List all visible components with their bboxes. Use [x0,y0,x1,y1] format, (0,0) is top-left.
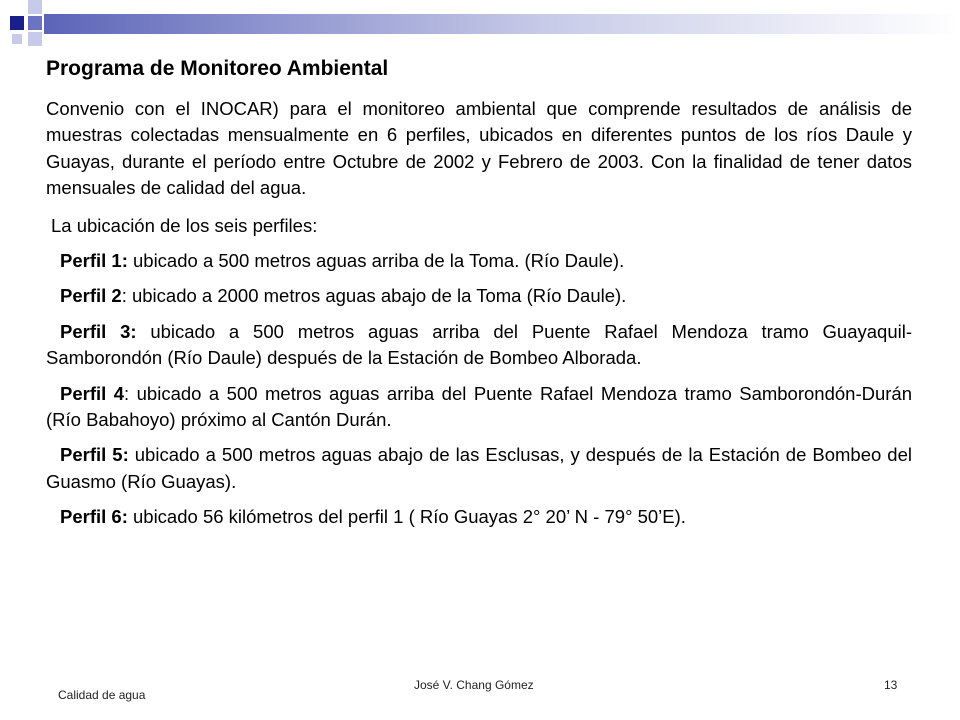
header-square-light-1 [28,0,42,14]
profile-text: ubicado a 500 metros aguas arriba del Puente Rafael Mendoza tramo Guayaquil-Samborondón (Río Daule) después de la Estación de Bombeo Alborada. [46,320,913,369]
profile-label: Perfil 3: [60,320,137,342]
profile-text: ubicado a 500 metros aguas arriba de la Toma. (Río Daule). [127,250,625,272]
profile-item-4 [46,381,912,434]
profile-label: Perfil 2 [60,285,122,307]
footer-page-number: 13 [884,678,898,692]
intro-paragraph: Convenio con el INOCAR) para el monitoreo ambiental que comprende resultados de análisis de muestras colectadas mensualmente en 6 perfiles, ubicados en diferentes puntos de los ríos Daule y Guayas, durante el período entre Octubre de 2002 y Febrero de 2003. Con la finalidad de tener datos mensuales de calidad del agua. [46,98,912,199]
profile-item-3 [46,319,912,372]
slide-content [46,56,912,540]
header-square-dark [10,16,24,30]
profile-label: Perfil 4 [60,382,125,404]
profile-item-2 [46,283,912,309]
profile-text: ubicado 56 kilómetros del perfil 1 ( Río Guayas 2° 20’ N - 79° 50’E). [127,506,686,528]
profile-item-1 [46,248,912,274]
profile-text: ubicado a 500 metros aguas abajo de las Esclusas, y después de la Estación de Bombeo del Guasmo (Río Guayas). [46,444,912,492]
profile-label: Perfil 6: [60,506,128,528]
profile-text: : ubicado a 2000 metros aguas abajo de la Toma (Río Daule). [121,285,627,307]
profiles-lead: La ubicación de los seis perfiles: [51,214,318,236]
profile-item-6 [46,504,912,530]
profile-label: Perfil 5: [60,444,129,466]
header-gradient-bar [44,14,960,34]
header-square-mid-1 [28,16,42,30]
footer-author: José V. Chang Gómez [414,678,534,692]
slide-title: Programa de Monitoreo Ambiental [46,57,389,80]
profile-label: Perfil 1: [60,250,128,272]
header-square-light-2 [28,32,42,46]
footer-topic: Calidad de agua [58,688,146,702]
profile-item-5 [46,442,912,495]
profile-text: : ubicado a 500 metros aguas arriba del Puente Rafael Mendoza tramo Samborondón-Durán (Río Babahoyo) próximo al Cantón Durán. [46,382,912,431]
header-square-light-3 [12,34,22,44]
